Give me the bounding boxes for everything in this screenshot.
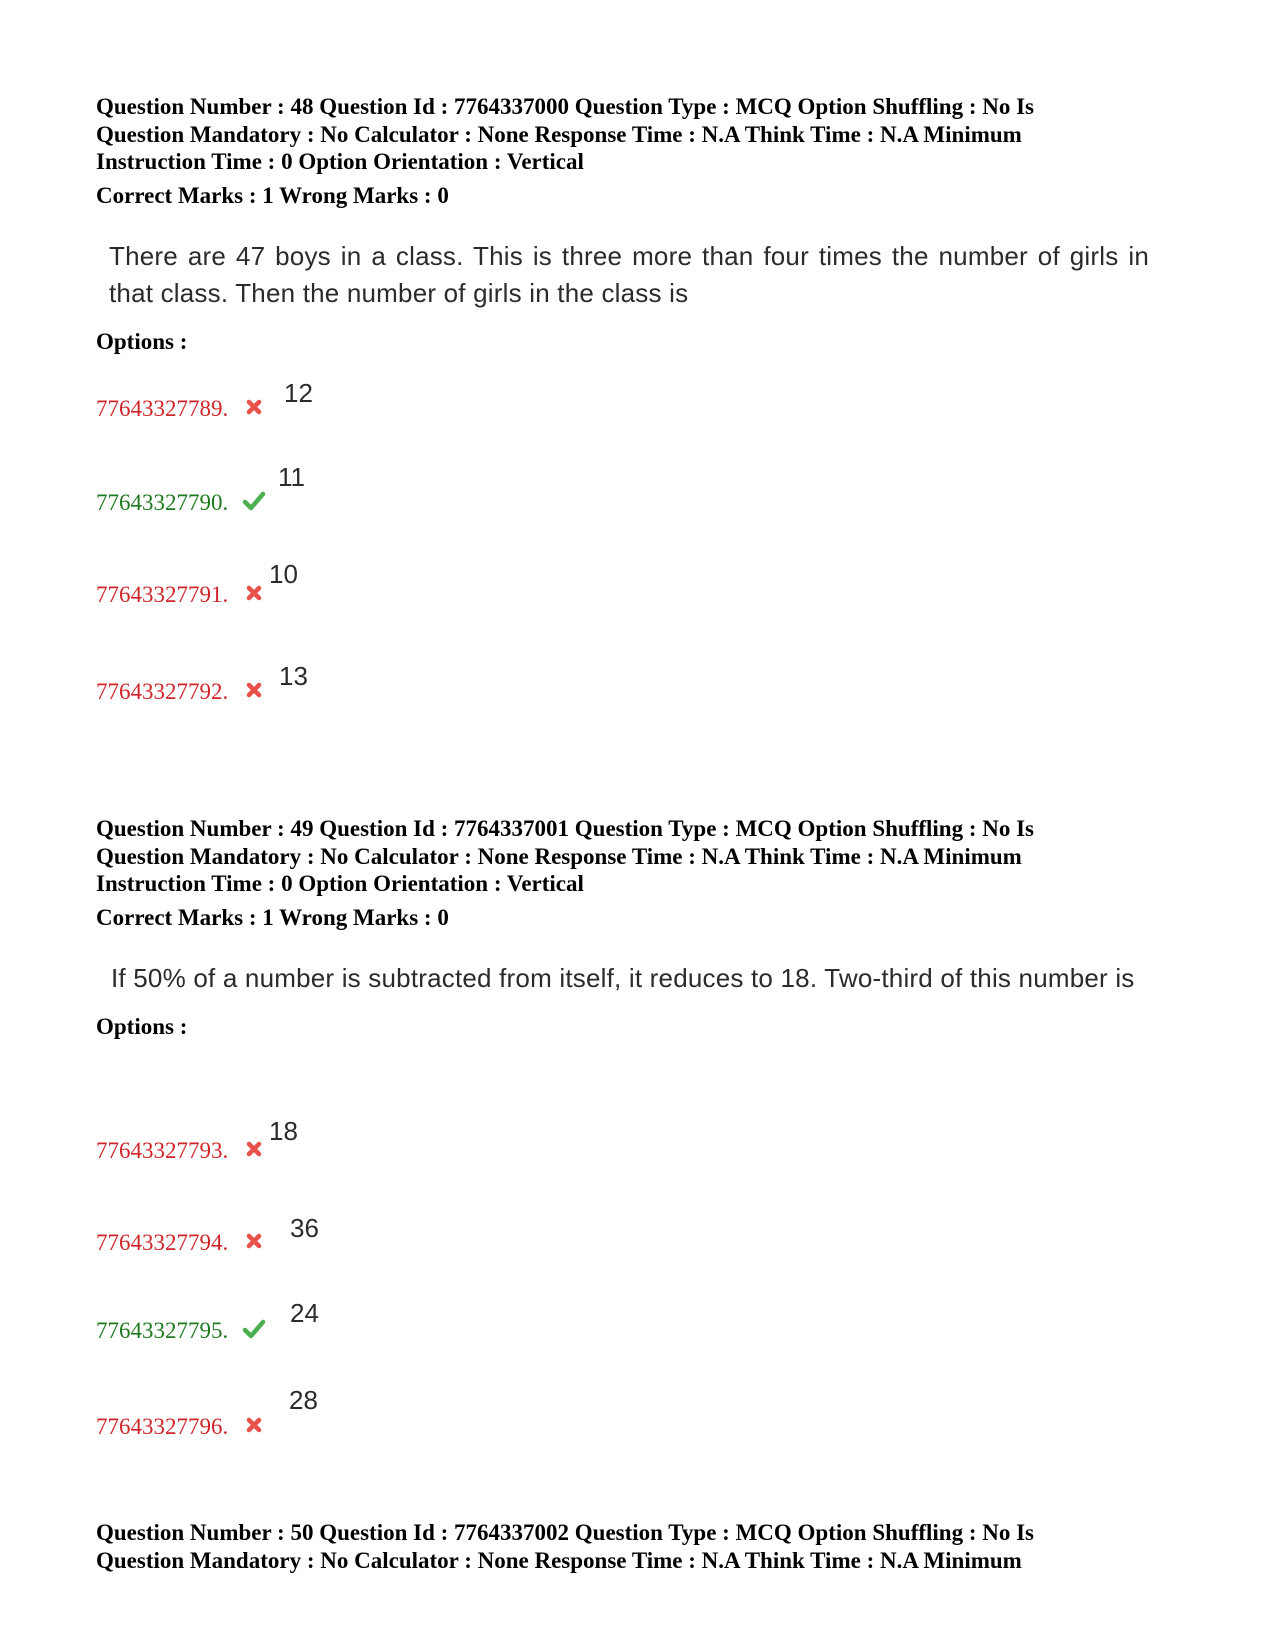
question-meta <box>96 1519 1196 1574</box>
option-value: 18 <box>269 1116 298 1146</box>
question-meta-line: Question Number : 50 Question Id : 7764337002 Question Type : MCQ Option Shuffling : No Is <box>96 1520 1035 1545</box>
option-item <box>96 378 496 438</box>
question-meta-line: Question Number : 49 Question Id : 7764337001 Question Type : MCQ Option Shuffling : No Is <box>96 816 1035 841</box>
check-icon <box>242 490 266 512</box>
option-value: 13 <box>279 661 308 691</box>
option-id: 77643327790. <box>96 490 229 515</box>
question-text: There are 47 boys in a class. This is three more than four times the number of girls in that class. Then the number of girls in the class is <box>109 240 1149 308</box>
option-id: 77643327793. <box>96 1138 229 1163</box>
option-id: 77643327796. <box>96 1414 229 1439</box>
option-value: 10 <box>269 559 298 589</box>
option-item <box>96 559 496 619</box>
option-item <box>96 1213 496 1273</box>
cross-icon <box>244 1139 264 1159</box>
option-value: 12 <box>284 378 313 408</box>
question-meta-line: Question Mandatory : No Calculator : None Response Time : N.A Think Time : N.A Minimum <box>96 121 1022 147</box>
marks-info: Correct Marks : 1 Wrong Marks : 0 <box>96 182 449 208</box>
question-text: If 50% of a number is subtracted from itself, it reduces to 18. Two-third of this number is <box>111 962 1135 993</box>
option-id: 77643327792. <box>96 679 229 704</box>
options-label: Options : <box>96 328 188 354</box>
question-meta-line: Question Number : 48 Question Id : 7764337000 Question Type : MCQ Option Shuffling : No Is <box>96 94 1035 119</box>
option-id: 77643327794. <box>96 1230 229 1255</box>
option-item <box>96 1116 496 1176</box>
question-block-48 <box>96 93 1196 355</box>
cross-icon <box>244 1415 264 1435</box>
question-meta-line: Instruction Time : 0 Option Orientation : Vertical <box>96 871 584 896</box>
option-item <box>96 462 496 522</box>
question-meta-line: Question Mandatory : No Calculator : None Response Time : N.A Think Time : N.A Minimum <box>96 843 1022 869</box>
option-value: 36 <box>290 1213 319 1243</box>
cross-icon <box>244 1231 264 1251</box>
question-block-49 <box>96 815 1196 1040</box>
question-meta-line: Instruction Time : 0 Option Orientation : Vertical <box>96 149 584 174</box>
cross-icon <box>244 680 264 700</box>
option-id: 77643327789. <box>96 396 229 421</box>
option-item <box>96 661 496 721</box>
question-meta <box>96 93 1196 176</box>
cross-icon <box>244 397 264 417</box>
question-meta <box>96 815 1196 898</box>
option-item <box>96 1298 496 1358</box>
option-value: 24 <box>290 1298 319 1328</box>
cross-icon <box>244 583 264 603</box>
question-block-50 <box>96 1519 1196 1574</box>
options-label: Options : <box>96 1013 188 1039</box>
option-item <box>96 1385 496 1445</box>
marks-info: Correct Marks : 1 Wrong Marks : 0 <box>96 904 449 930</box>
option-value: 11 <box>278 462 305 492</box>
option-value: 28 <box>289 1385 318 1415</box>
option-id: 77643327795. <box>96 1318 229 1343</box>
check-icon <box>242 1318 266 1340</box>
question-meta-line: Question Mandatory : No Calculator : None Response Time : N.A Think Time : N.A Minimum <box>96 1547 1022 1573</box>
option-id: 77643327791. <box>96 582 229 607</box>
